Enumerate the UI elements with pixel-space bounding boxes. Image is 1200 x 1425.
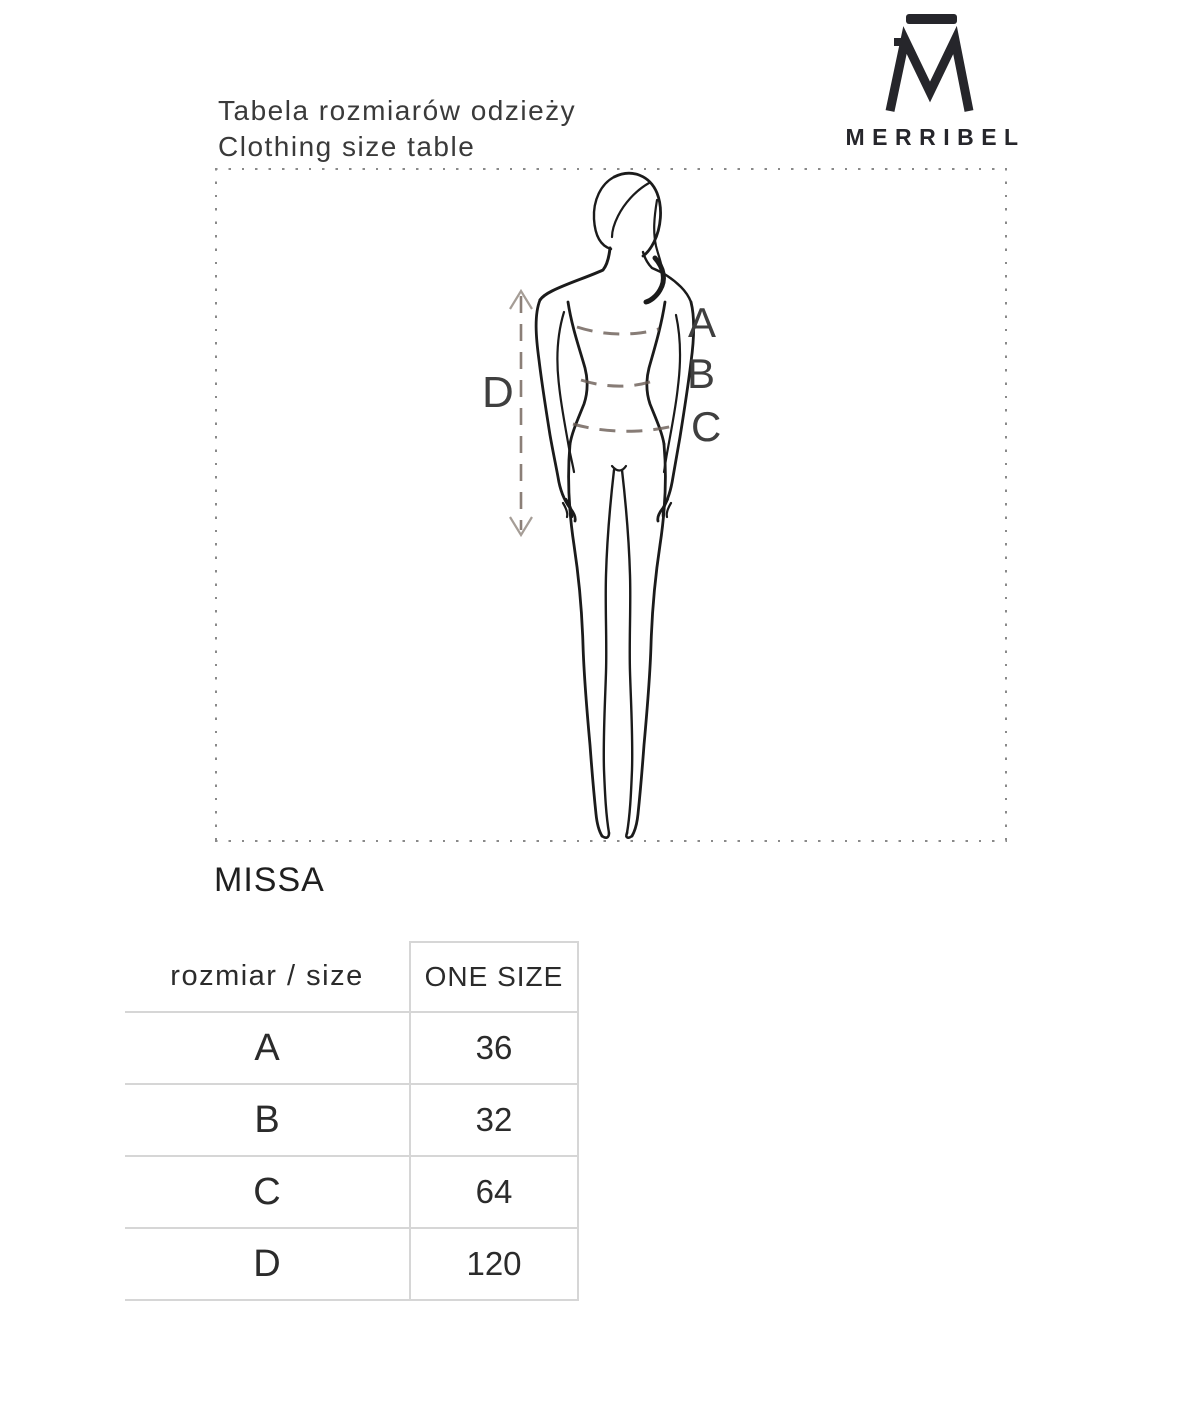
size-table-header-row bbox=[125, 942, 578, 1012]
bust-line bbox=[577, 327, 659, 334]
table-row bbox=[125, 1084, 578, 1156]
measurement-diagram-box bbox=[215, 168, 1007, 842]
table-row bbox=[125, 1012, 578, 1084]
label-a: A bbox=[688, 299, 717, 346]
product-name: MISSA bbox=[214, 861, 325, 899]
measurement-dashed-lines bbox=[573, 327, 677, 431]
size-table-row-header: rozmiar / size bbox=[170, 960, 364, 992]
table-row bbox=[125, 1228, 578, 1300]
table-row bbox=[125, 1156, 578, 1228]
label-c: C bbox=[691, 403, 722, 450]
label-b: B bbox=[687, 350, 716, 397]
brand-block bbox=[838, 8, 1026, 151]
label-d: D bbox=[482, 368, 514, 417]
title-english: Clothing size table bbox=[218, 131, 476, 162]
row-label-d: D bbox=[125, 1228, 410, 1300]
row-value-b: 32 bbox=[410, 1084, 578, 1156]
body-measurement-figure bbox=[215, 168, 1007, 842]
row-label-b: B bbox=[125, 1084, 410, 1156]
title-polish: Tabela rozmiarów odzieży bbox=[218, 95, 577, 126]
page-title bbox=[218, 93, 576, 165]
row-label-a: A bbox=[125, 1012, 410, 1084]
brand-name: MERRIBEL bbox=[845, 124, 1026, 150]
row-label-c: C bbox=[125, 1156, 410, 1228]
size-table bbox=[125, 941, 579, 1301]
merribel-m-logo-icon bbox=[875, 8, 987, 114]
figure-sketch bbox=[536, 173, 694, 837]
size-table-column-header: ONE SIZE bbox=[410, 942, 578, 1012]
row-value-a: 36 bbox=[410, 1012, 578, 1084]
row-value-d: 120 bbox=[410, 1228, 578, 1300]
waist-line bbox=[581, 380, 653, 386]
row-value-c: 64 bbox=[410, 1156, 578, 1228]
